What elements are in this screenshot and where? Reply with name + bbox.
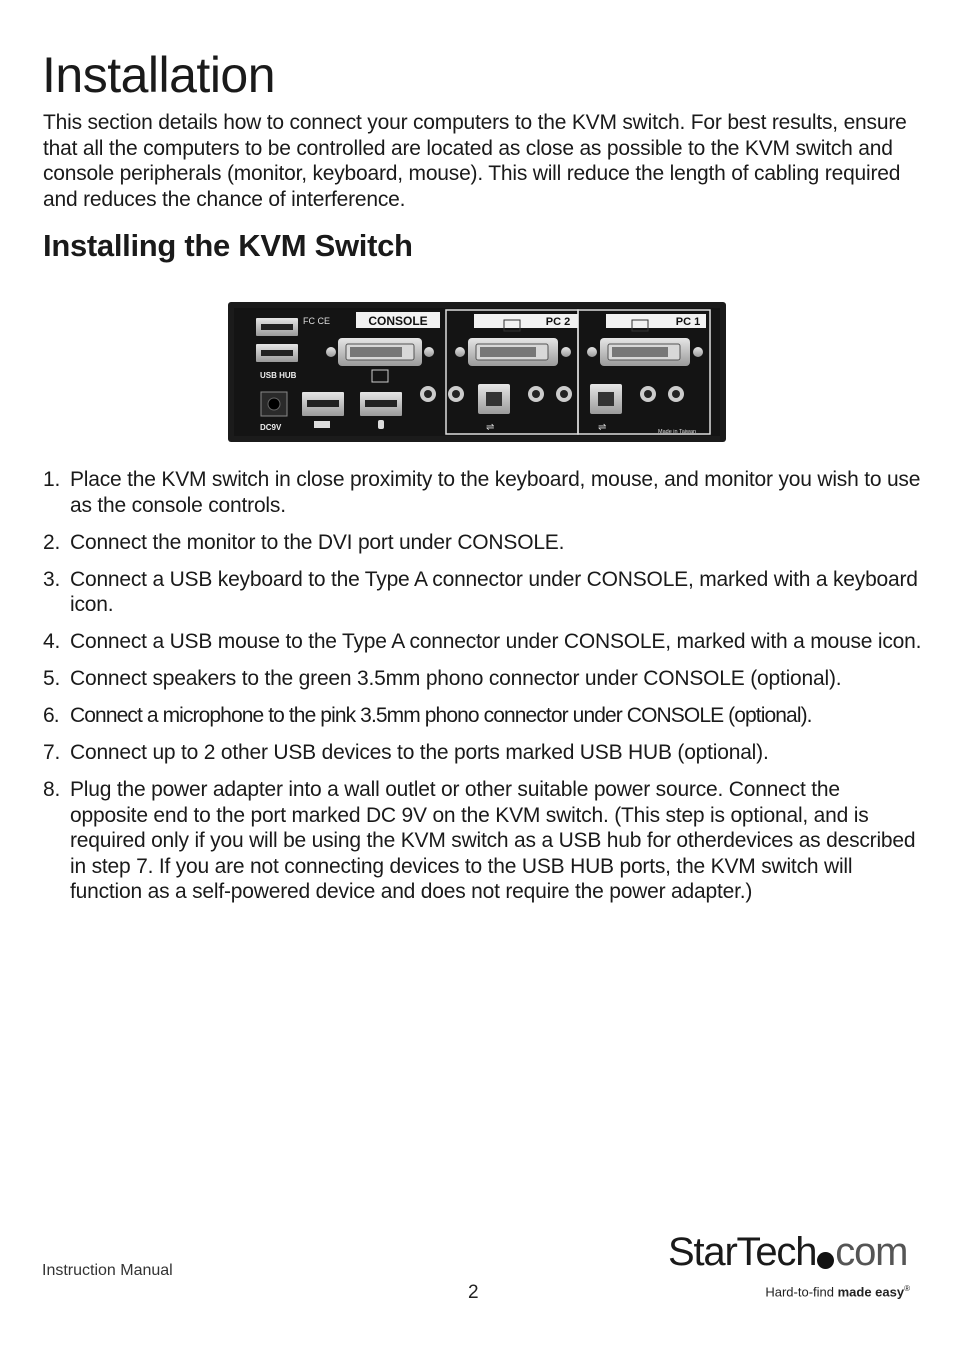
- usb-hub-label: USB HUB: [260, 371, 297, 380]
- section-heading: Installing the KVM Switch: [43, 228, 413, 263]
- tagline-bold: made easy: [837, 1284, 905, 1300]
- step-number: 8.: [43, 778, 61, 801]
- mouse-icon: [378, 420, 384, 429]
- list-item: [43, 629, 923, 655]
- usb-icon: ⇌: [598, 422, 607, 433]
- logo-com-text: com: [835, 1230, 908, 1274]
- step-text: Connect up to 2 other USB devices to the ports marked USB HUB (optional).: [70, 741, 769, 764]
- certification-marks: FC CE: [303, 316, 330, 326]
- step-text: Connect a USB mouse to the Type A connector under CONSOLE, marked with a mouse icon.: [70, 630, 922, 653]
- kvm-rear-panel-image: [228, 302, 726, 442]
- page-title: Installation: [42, 47, 276, 103]
- step-text: Plug the power adapter into a wall outlet or other suitable power source. Connect the opposite end to the port marked DC 9V on the KVM switch. (This step is optional, and is required only if you will be using the KVM switch as a USB hub for otherdevices as described in step 7. If you are not connecting devices to the USB HUB ports, the KVM switch will function as a self-powered device and does not require the power adapter.): [70, 778, 916, 903]
- step-text: Connect a USB keyboard to the Type A connector under CONSOLE, marked with a keyboard icon.: [70, 567, 918, 616]
- list-item: [43, 740, 923, 766]
- list-item: [43, 567, 923, 618]
- console-label: CONSOLE: [368, 314, 428, 328]
- list-item: [43, 666, 923, 692]
- logo-wordmark: [668, 1232, 907, 1272]
- step-number: 2.: [43, 530, 61, 554]
- dc-label: DC9V: [260, 423, 282, 432]
- list-item: [43, 777, 923, 905]
- page-number: 2: [468, 1282, 479, 1303]
- step-number: 6.: [43, 704, 59, 727]
- step-number: 4.: [43, 630, 61, 653]
- pc1-dvi-port: [587, 338, 703, 366]
- step-number: 7.: [43, 741, 61, 764]
- list-item: [43, 530, 923, 556]
- pc1-label: PC 1: [675, 316, 701, 328]
- intro-paragraph: This section details how to connect your computers to the KVM switch. For best results, ensure that all the computers to be controlled are located as close as possible to the KVM switch and console peripherals (monitor, keyboard, mouse). This will reduce the length of cabling required and reduces the chance of interference.: [43, 111, 907, 211]
- pc2-label: PC 2: [545, 316, 571, 328]
- logo-star-text: StarTech: [668, 1230, 817, 1274]
- pc2-dvi-port: [455, 338, 571, 366]
- step-text: Place the KVM switch in close proximity to the keyboard, mouse, and monitor you wish to use as the console controls.: [70, 468, 921, 517]
- step-text: Connect speakers to the green 3.5mm phono connector under CONSOLE (optional).: [70, 667, 842, 690]
- installation-steps: [43, 467, 923, 916]
- step-text: Connect the monitor to the DVI port under CONSOLE.: [70, 530, 565, 554]
- startech-logo: [668, 1232, 918, 1304]
- made-in-label: Made in Taiwan: [658, 429, 697, 435]
- logo-dot-icon: [817, 1252, 834, 1269]
- console-dvi-port: [326, 338, 434, 366]
- keyboard-icon: [314, 421, 330, 428]
- logo-tagline: [765, 1284, 910, 1299]
- usb-icon: ⇌: [486, 422, 495, 433]
- step-number: 1.: [43, 468, 61, 491]
- list-item: [43, 703, 923, 729]
- tagline-plain: Hard-to-find: [765, 1284, 838, 1300]
- step-number: 3.: [43, 567, 61, 591]
- list-item: [43, 467, 923, 518]
- step-text: Connect a microphone to the pink 3.5mm phono connector under CONSOLE (optional).: [70, 704, 812, 727]
- registered-mark: ®: [904, 1284, 910, 1293]
- step-number: 5.: [43, 667, 61, 690]
- footer-document-type: Instruction Manual: [42, 1262, 173, 1279]
